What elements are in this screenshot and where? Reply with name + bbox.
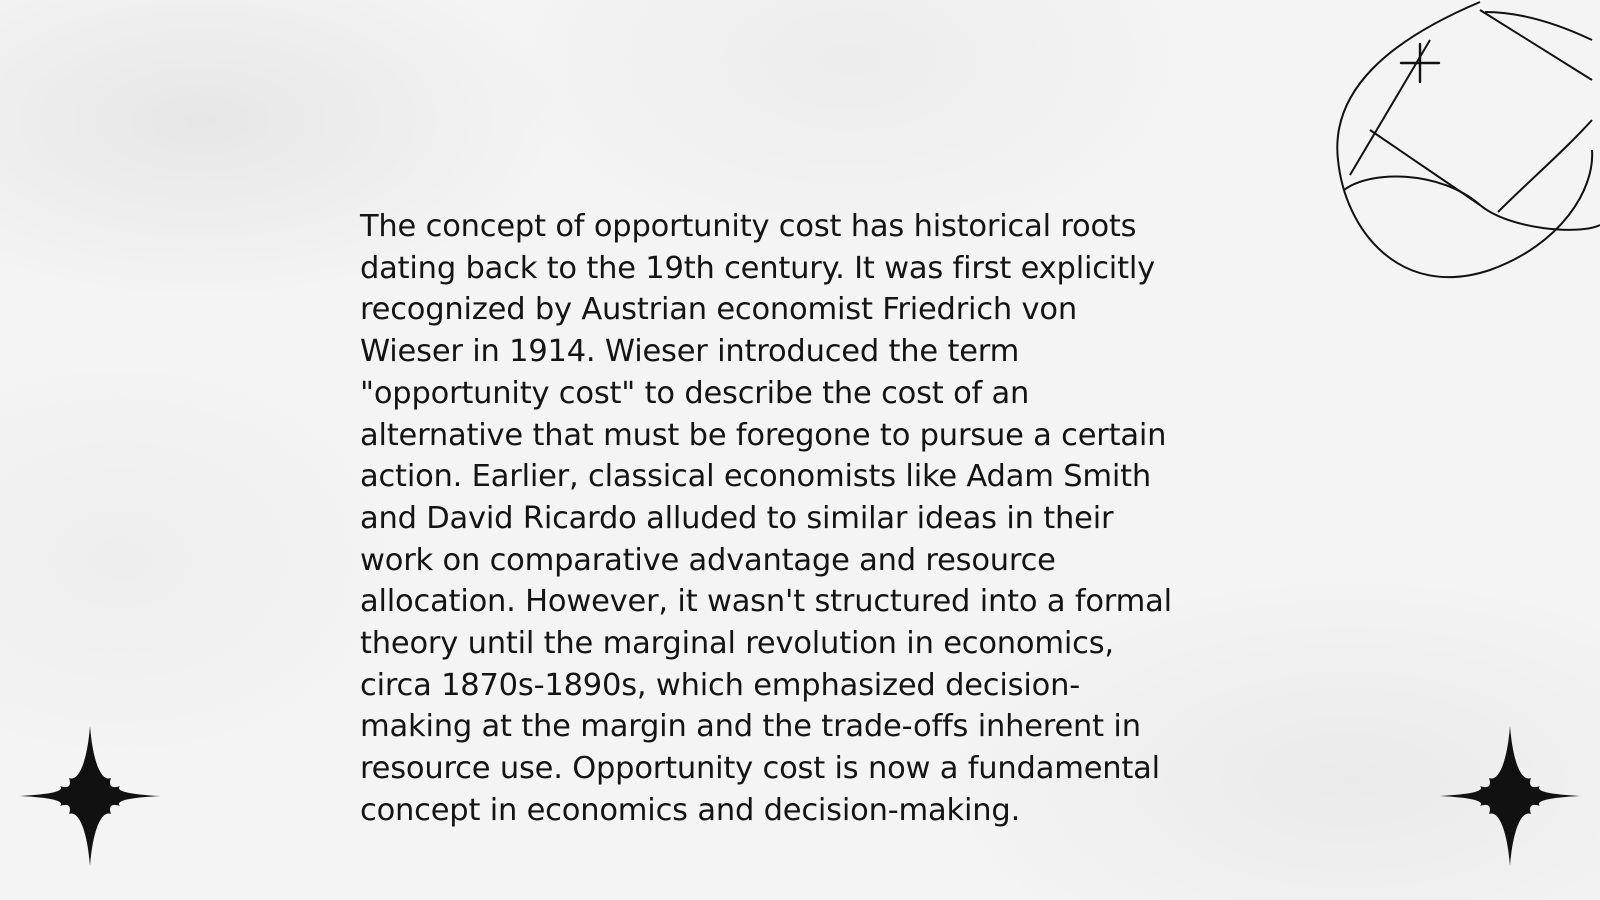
paragraph-line: action. Earlier, classical economists like Adam Smith [360, 459, 1152, 495]
four-point-star-icon [1440, 726, 1580, 866]
paragraph-line: Wieser in 1914. Wieser introduced the term [360, 334, 1020, 370]
paragraph-line: making at the margin and the trade-offs inherent in [360, 709, 1141, 745]
paragraph-line: alternative that must be foregone to pursue a certain [360, 417, 1167, 453]
paragraph-line: The concept of opportunity cost has historical roots [360, 209, 1137, 244]
paragraph-line: allocation. However, it wasn't structured into a formal [360, 584, 1172, 620]
paragraph-line: work on comparative advantage and resource [360, 542, 1056, 578]
paragraph-line: circa 1870s-1890s, which emphasized decision- [360, 667, 1081, 703]
paragraph-line: and David Ricardo alluded to similar ideas in their [360, 500, 1114, 536]
paragraph-line: dating back to the 19th century. It was first explicitly [360, 250, 1155, 286]
orbit-lines-icon [1330, 0, 1600, 290]
paragraph-line: resource use. Opportunity cost is now a fundamental [360, 751, 1160, 787]
four-point-star-icon [20, 726, 160, 866]
body-paragraph [360, 206, 1240, 832]
paragraph-line: "opportunity cost" to describe the cost of an [360, 375, 1030, 411]
paragraph-line: theory until the marginal revolution in economics, [360, 626, 1114, 662]
paragraph-line: recognized by Austrian economist Friedrich von [360, 292, 1077, 328]
paragraph-line: concept in economics and decision-making. [360, 792, 1021, 828]
